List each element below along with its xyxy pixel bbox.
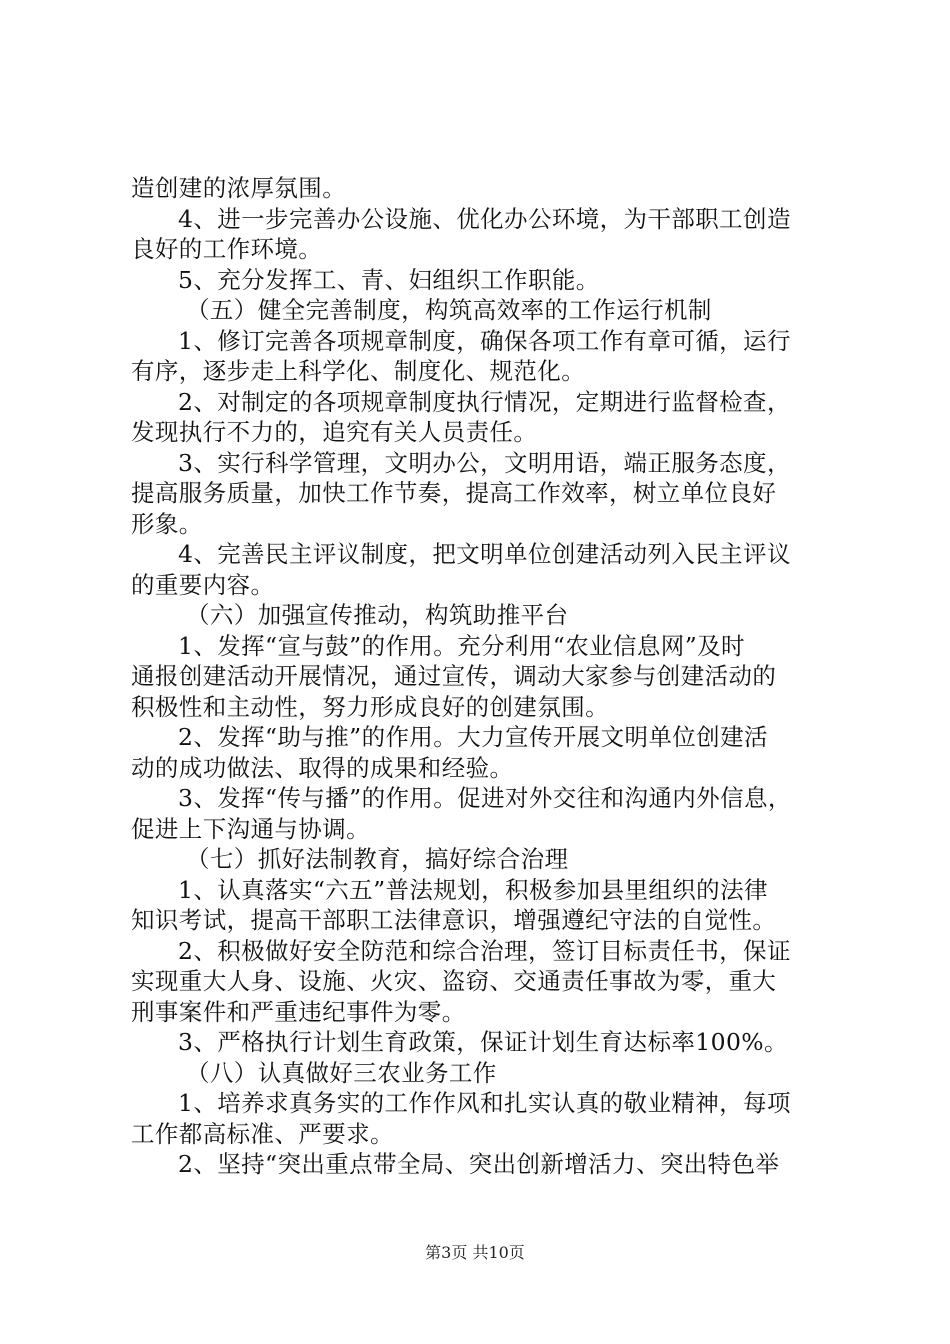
text-line: 3、发挥“传与播”的作用。促进对外交往和沟通内外信息，	[178, 784, 792, 812]
text-line: 发现执行不力的，追究有关人员责任。	[131, 418, 538, 446]
text-line: 3、严格执行计划生育政策，保证计划生育达标率100%。	[178, 1028, 788, 1056]
text-line: 有序，逐步走上科学化、制度化、规范化。	[131, 357, 586, 385]
text-line: 4、完善民主评议制度，把文明单位创建活动列入民主评议	[178, 540, 791, 568]
text-line: 1、认真落实“六五”普法规划，积极参加县里组织的法律	[178, 875, 768, 904]
section-heading-line: （六）加强宣传推动，构筑助推平台	[186, 601, 569, 629]
text-line: 促进上下沟通与协调。	[131, 814, 370, 843]
text-line: 形象。	[131, 509, 203, 538]
text-line: 良好的工作环境。	[131, 235, 323, 263]
document-body	[131, 173, 831, 1180]
text-line: 的重要内容。	[131, 570, 275, 599]
text-line: 1、培养求真务实的工作作风和扎实认真的敬业精神，每项	[178, 1089, 791, 1117]
text-line: 2、发挥“助与推”的作用。大力宣传开展文明单位创建活	[178, 723, 768, 751]
text-line: 通报创建活动开展情况，通过宣传，调动大家参与创建活动的	[131, 662, 777, 690]
text-line: 2、积极做好安全防范和综合治理，签订目标责任书，保证	[178, 936, 791, 965]
text-line: 刑事案件和严重违纪事件为零。	[131, 997, 466, 1026]
page-footer: 第3页 共10页	[425, 1243, 525, 1262]
text-line: 1、发挥“宣与鼓”的作用。充分利用“农业信息网”及时	[178, 631, 745, 660]
text-line: 提高服务质量，加快工作节奏，提高工作效率，树立单位良好	[131, 479, 777, 507]
text-line: 1、修订完善各项规章制度，确保各项工作有章可循，运行	[178, 326, 791, 355]
section-heading-line: （七）抓好法制教育，搞好综合治理	[186, 845, 569, 873]
text-line: 工作都高标准、严要求。	[131, 1119, 394, 1148]
section-heading-line: （五）健全完善制度，构筑高效率的工作运行机制	[186, 296, 712, 324]
text-line: 造创建的浓厚氛围。	[131, 174, 347, 202]
text-line: 知识考试，提高干部职工法律意识，增强遵纪守法的自觉性。	[131, 906, 777, 934]
text-line: 4、进一步完善办公设施、优化办公环境，为干部职工创造	[178, 204, 791, 233]
text-line: 动的成功做法、取得的成果和经验。	[131, 753, 514, 782]
text-line: 2、坚持“突出重点带全局、突出创新增活力、突出特色举	[178, 1150, 780, 1178]
text-line: 2、对制定的各项规章制度执行情况，定期进行监督检查，	[178, 387, 791, 416]
text-line: 实现重大人身、设施、火灾、盗窃、交通责任事故为零，重大	[131, 967, 777, 995]
text-line: 积极性和主动性，努力形成良好的创建氛围。	[131, 692, 609, 721]
text-line: 3、实行科学管理，文明办公，文明用语，端正服务态度，	[178, 448, 791, 477]
section-heading-line: （八）认真做好三农业务工作	[186, 1058, 497, 1087]
text-line: 5、充分发挥工、青、妇组织工作职能。	[178, 265, 600, 294]
